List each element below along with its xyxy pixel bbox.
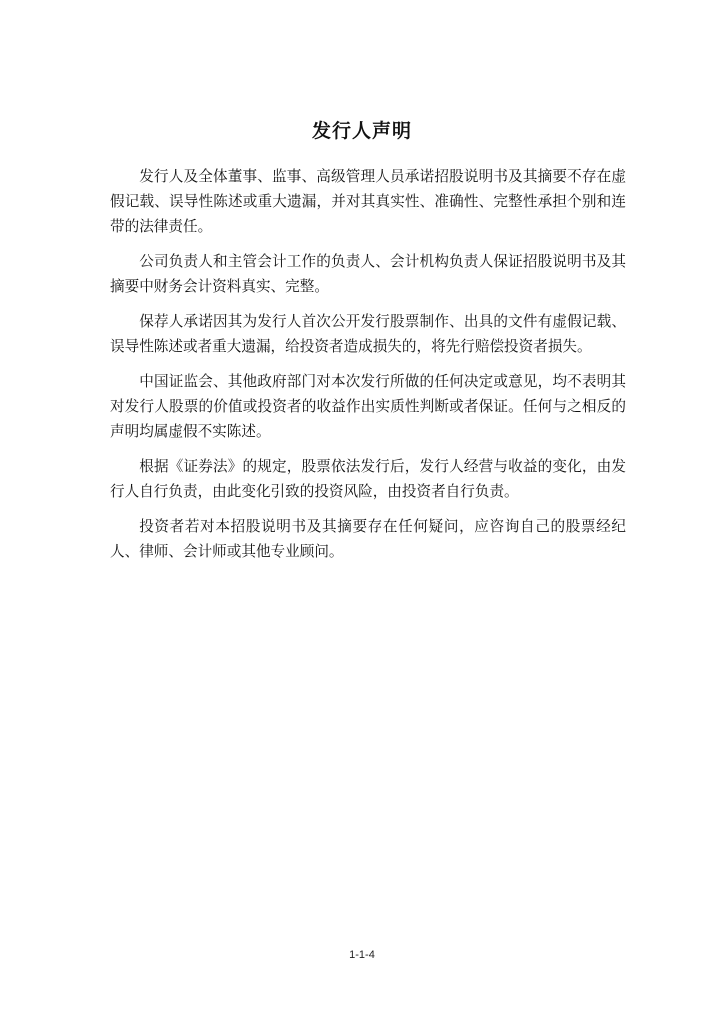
statement-body xyxy=(110,164,626,574)
paragraph-financial-guarantee: 公司负责人和主管会计工作的负责人、会计机构负责人保证招股说明书及其摘要中财务会计资料真实、完整。 xyxy=(110,253,626,295)
paragraph-csrc-disclaimer: 中国证监会、其他政府部门对本次发行所做的任何决定或意见，均不表明其对发行人股票的价值或投资者的收益作出实质性判断或者保证。任何与之相反的声明均属虚假不实陈述。 xyxy=(110,373,626,440)
paragraph-sponsor-commitment: 保荐人承诺因其为发行人首次公开发行股票制作、出具的文件有虚假记载、误导性陈述或者重大遗漏，给投资者造成损失的，将先行赔偿投资者损失。 xyxy=(110,313,626,355)
paragraph-investor-advice: 投资者若对本招股说明书及其摘要存在任何疑问，应咨询自己的股票经纪人、律师、会计师或其他专业顾问。 xyxy=(110,518,626,560)
paragraph-securities-law: 根据《证券法》的规定，股票依法发行后，发行人经营与收益的变化，由发行人自行负责，由此变化引致的投资风险，由投资者自行负责。 xyxy=(110,458,626,500)
paragraph-issuer-commitment: 发行人及全体董事、监事、高级管理人员承诺招股说明书及其摘要不存在虚假记载、误导性陈述或重大遗漏，并对其真实性、准确性、完整性承担个别和连带的法律责任。 xyxy=(110,168,626,235)
page-number: 1-1-4 xyxy=(349,949,375,961)
page-title: 发行人声明 xyxy=(311,120,412,142)
